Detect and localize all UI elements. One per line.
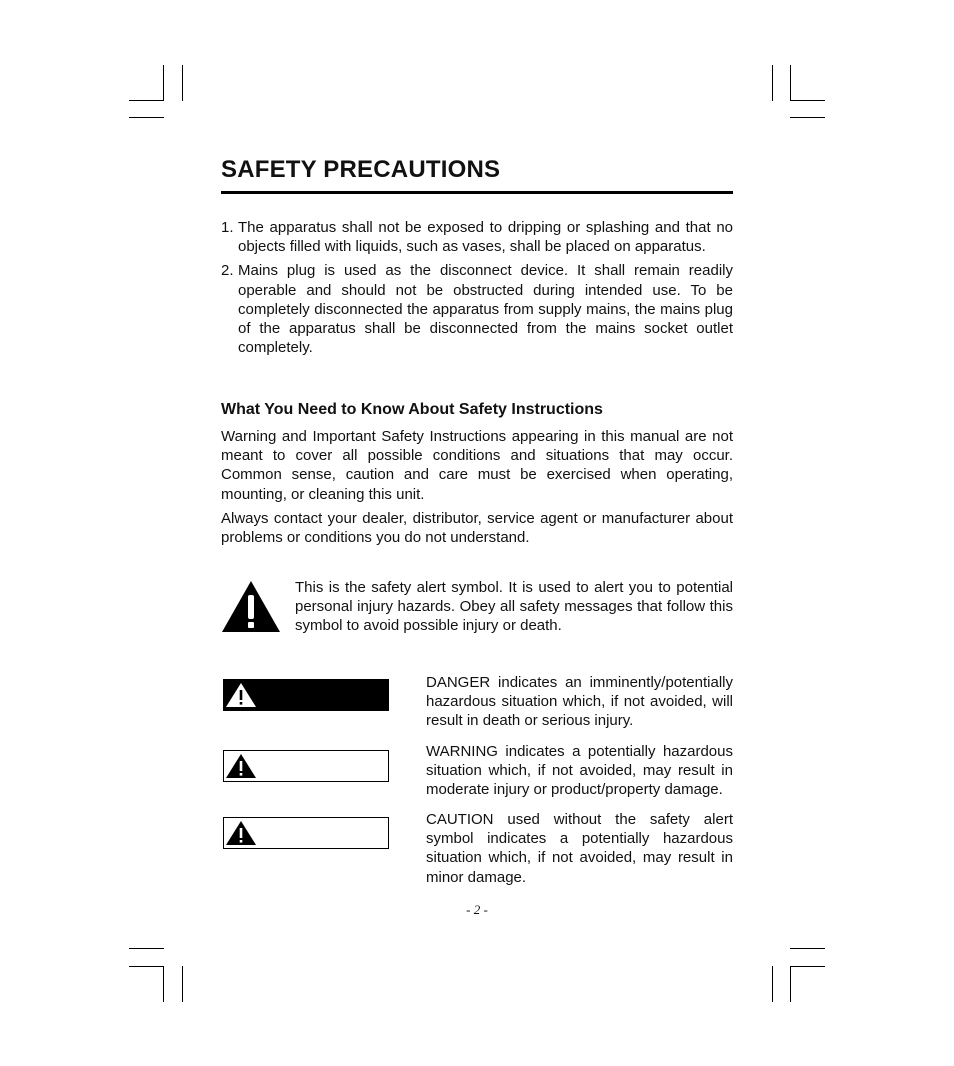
crop-mark xyxy=(790,65,791,101)
list-item-number: 2. xyxy=(221,262,234,280)
list-item-text: The apparatus shall not be exposed to dripping or splashing and that no objects filled with liquids, such as vases, shall be placed on apparatus. xyxy=(238,219,733,256)
warning-triangle-icon xyxy=(221,580,281,633)
crop-mark xyxy=(129,100,164,101)
crop-mark xyxy=(790,948,825,949)
crop-mark xyxy=(772,966,773,1002)
warning-signal-box xyxy=(223,750,389,782)
page-title: SAFETY PRECAUTIONS xyxy=(221,156,501,183)
list-item-number: 1. xyxy=(221,219,234,236)
crop-mark xyxy=(772,65,773,101)
warning-triangle-icon xyxy=(225,820,257,846)
list-item xyxy=(221,261,733,357)
title-rule xyxy=(221,191,733,194)
alert-symbol-description: This is the safety alert symbol. It is used to alert you to potential personal injury hazards. Obey all safety messages that follow this symbol to avoid possible injury or death. xyxy=(295,579,733,635)
danger-signal-box xyxy=(223,679,389,711)
crop-mark xyxy=(790,966,791,1002)
crop-mark xyxy=(163,65,164,101)
crop-mark xyxy=(163,966,164,1002)
crop-mark xyxy=(129,966,164,967)
paragraph: Warning and Important Safety Instructions appearing in this manual are not meant to cover all possible conditions and situations that may occur. Common sense, caution and care must be exercised when operating, mounting, or cleaning this unit. xyxy=(221,428,733,503)
crop-mark xyxy=(182,966,183,1002)
warning-triangle-icon xyxy=(225,682,257,708)
crop-mark xyxy=(790,117,825,118)
caution-description: CAUTION used without the safety alert symbol indicates a potentially hazardous situation which, if not avoided, may result in minor damage. xyxy=(426,811,733,886)
page-number: - 2 - xyxy=(466,902,488,917)
warning-description: WARNING indicates a potentially hazardous situation which, if not avoided, may result in moderate injury or product/property damage. xyxy=(426,743,733,799)
section-heading: What You Need to Know About Safety Instructions xyxy=(221,401,603,418)
crop-mark xyxy=(129,117,164,118)
list-item xyxy=(221,218,733,256)
precautions-list xyxy=(221,218,733,362)
crop-mark xyxy=(790,966,825,967)
crop-mark xyxy=(182,65,183,101)
crop-mark xyxy=(129,948,164,949)
list-item-text: Mains plug is used as the disconnect device. It shall remain readily operable and should not be obstructed during intended use. To be completely disconnected the apparatus from supply mains, the mains plug of the apparatus shall be disconnected from the mains socket outlet completely. xyxy=(238,262,733,357)
danger-description: DANGER indicates an imminently/potentially hazardous situation which, if not avoided, will result in death or serious injury. xyxy=(426,674,733,730)
paragraph: Always contact your dealer, distributor, service agent or manufacturer about problems or conditions you do not understand. xyxy=(221,510,733,547)
caution-signal-box xyxy=(223,817,389,849)
warning-triangle-icon xyxy=(225,753,257,779)
crop-mark xyxy=(790,100,825,101)
